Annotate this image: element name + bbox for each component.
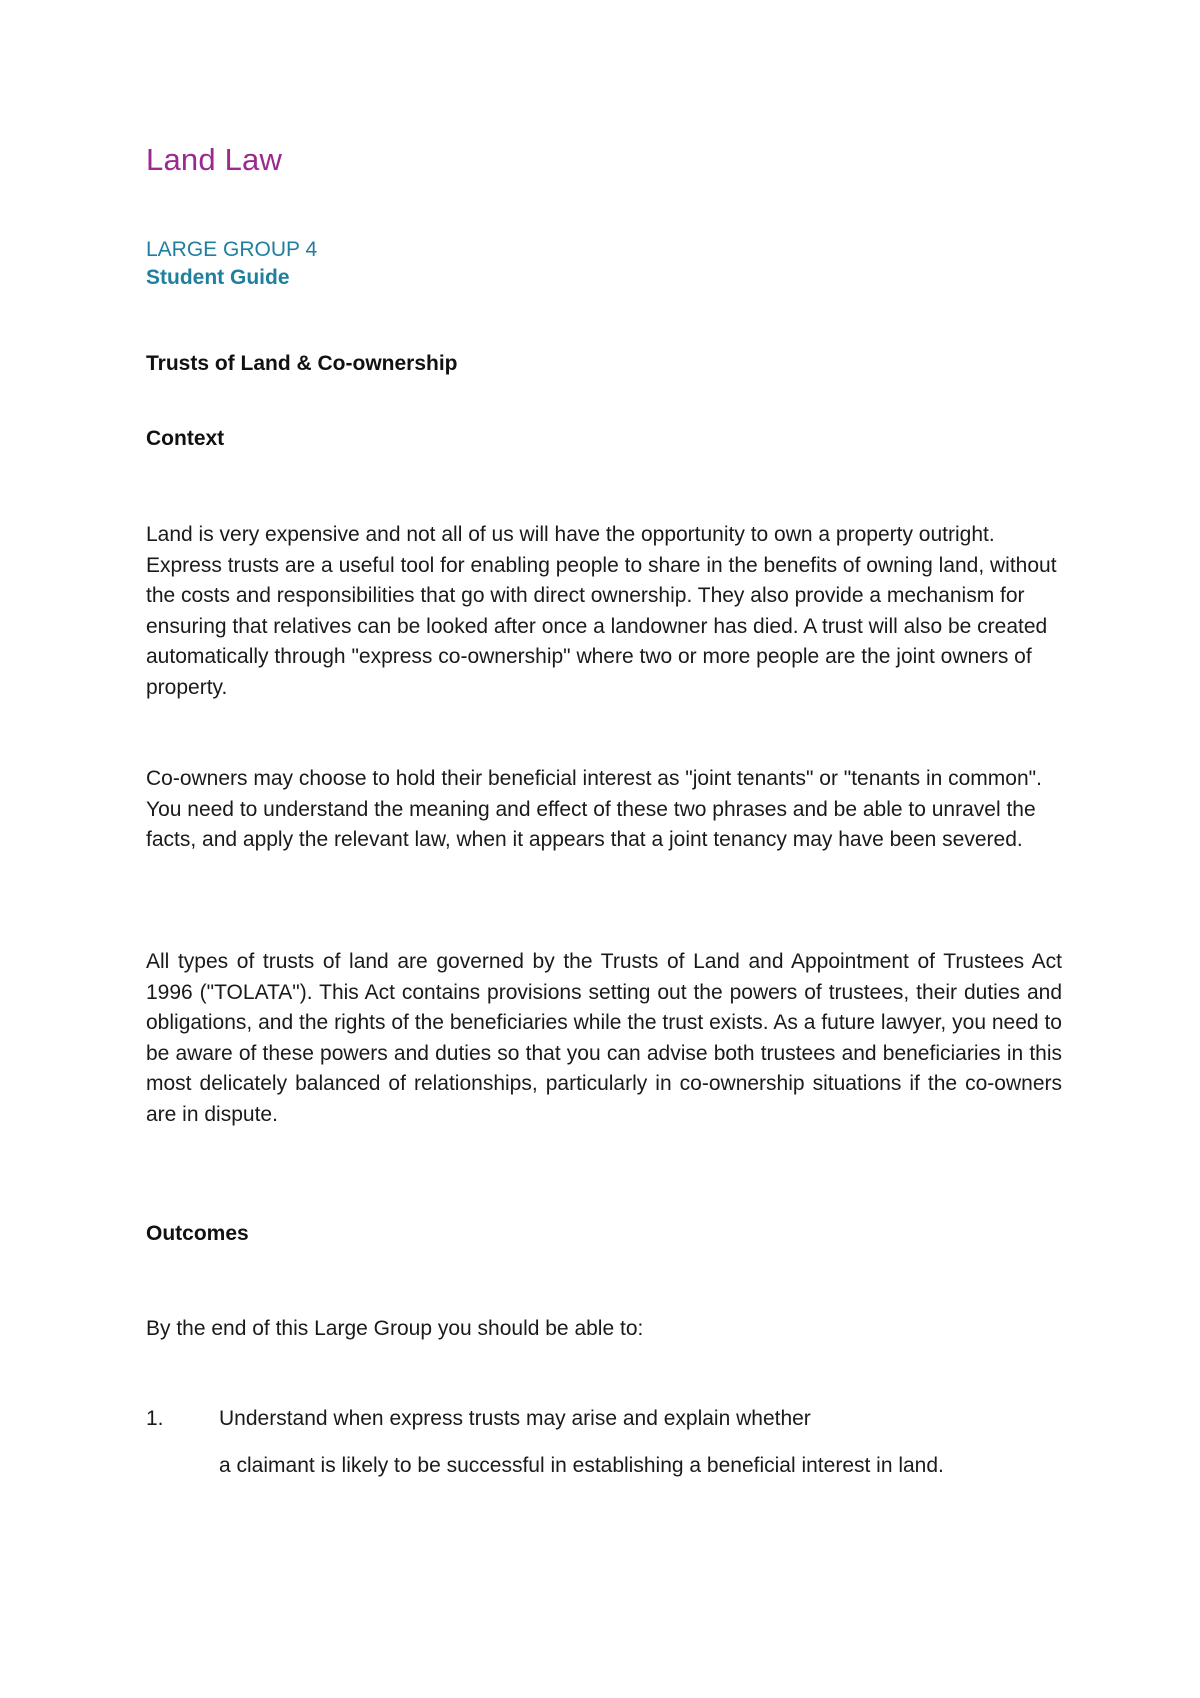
topic-heading: Trusts of Land & Co-ownership: [146, 352, 458, 375]
guide-label: Student Guide: [146, 266, 290, 289]
outcomes-intro: By the end of this Large Group you should be able to:: [146, 1317, 644, 1340]
context-paragraph-3: All types of trusts of land are governed by the Trusts of Land and Appointment of Trustees Act 1996 ("TOLATA"). This Act contains provisions setting out the powers of trustees, their duties and obligations, and the rights of the beneficiaries while the trust exists. As a future lawyer, you need to be aware of these powers and duties so that you can advise both trustees and beneficiaries in this most delicately balanced of relationships, particularly in co-ownership situations if the co-owners are in dispute.: [146, 950, 1062, 1126]
outcome-text-line-1: Understand when express trusts may arise and explain whether: [219, 1407, 811, 1430]
group-label: LARGE GROUP 4: [146, 238, 318, 261]
outcome-text-line-2: a claimant is likely to be successful in establishing a beneficial interest in land.: [219, 1454, 944, 1477]
outcome-number: 1.: [146, 1407, 164, 1430]
context-paragraph-1: Land is very expensive and not all of us will have the opportunity to own a property outright. Express trusts are a useful tool for enabling people to share in the benefits of owning land, without the costs and responsibilities that go with direct ownership. They also provide a mechanism for ensuring that relatives can be looked after once a landowner has died. A trust will also be created automatically through "express co-ownership" where two or more people are the joint owners of property.: [146, 523, 1057, 699]
context-paragraph-2: Co-owners may choose to hold their beneficial interest as "joint tenants" or "tenants in common". You need to understand the meaning and effect of these two phrases and be able to unravel the facts, and apply the relevant law, when it appears that a joint tenancy may have been severed.: [146, 767, 1042, 851]
outcomes-heading: Outcomes: [146, 1222, 249, 1245]
context-heading: Context: [146, 427, 225, 450]
document-title: Land Law: [146, 142, 283, 177]
